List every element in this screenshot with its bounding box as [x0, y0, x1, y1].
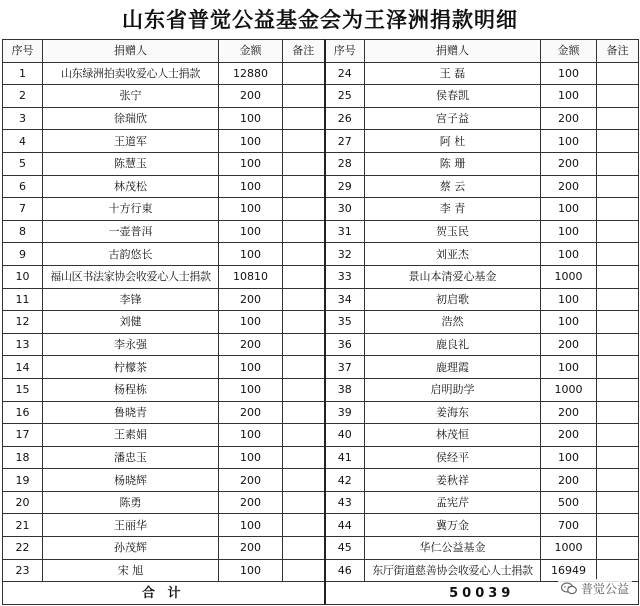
cell-no-right: 31	[325, 220, 365, 243]
cell-no-right: 34	[325, 288, 365, 311]
cell-name-left: 山东绿洲拍卖收爱心人士捐款	[43, 62, 219, 85]
cell-note-left	[283, 85, 325, 108]
table-row	[3, 378, 639, 401]
table-row	[3, 288, 639, 311]
cell-note-left	[283, 424, 325, 447]
cell-amount-left: 200	[219, 333, 283, 356]
cell-no-left: 11	[3, 288, 43, 311]
cell-name-left: 潘忠玉	[43, 446, 219, 469]
cell-no-left: 15	[3, 378, 43, 401]
cell-name-right: 侯经平	[365, 446, 541, 469]
cell-amount-left: 100	[219, 514, 283, 537]
cell-note-left	[283, 514, 325, 537]
cell-no-left: 5	[3, 152, 43, 175]
cell-no-right: 29	[325, 175, 365, 198]
cell-no-left: 7	[3, 198, 43, 221]
cell-name-left: 柠檬茶	[43, 356, 219, 379]
cell-no-left: 18	[3, 446, 43, 469]
cell-no-left: 4	[3, 130, 43, 153]
cell-note-left	[283, 62, 325, 85]
cell-amount-left: 200	[219, 85, 283, 108]
cell-note-right	[597, 446, 639, 469]
cell-no-left: 2	[3, 85, 43, 108]
cell-note-left	[283, 107, 325, 130]
cell-amount-left: 100	[219, 446, 283, 469]
cell-amount-left: 100	[219, 152, 283, 175]
cell-amount-left: 100	[219, 130, 283, 153]
cell-note-right	[597, 537, 639, 560]
cell-no-left: 22	[3, 537, 43, 560]
cell-no-right: 30	[325, 198, 365, 221]
cell-note-right	[597, 107, 639, 130]
cell-no-right: 45	[325, 537, 365, 560]
cell-note-right	[597, 130, 639, 153]
table-row	[3, 175, 639, 198]
cell-no-left: 13	[3, 333, 43, 356]
table-row	[3, 62, 639, 85]
cell-note-left	[283, 175, 325, 198]
cell-name-left: 王道军	[43, 130, 219, 153]
cell-amount-left: 200	[219, 288, 283, 311]
cell-no-left: 20	[3, 491, 43, 514]
cell-amount-right: 100	[541, 356, 597, 379]
cell-amount-left: 100	[219, 198, 283, 221]
table-row	[3, 559, 639, 582]
cell-name-left: 孙茂辉	[43, 537, 219, 560]
cell-note-left	[283, 537, 325, 560]
cell-no-right: 27	[325, 130, 365, 153]
cell-no-left: 1	[3, 62, 43, 85]
cell-name-right: 陈 珊	[365, 152, 541, 175]
cell-name-right: 景山本清爱心基金	[365, 265, 541, 288]
cell-no-right: 46	[325, 559, 365, 582]
cell-no-right: 37	[325, 356, 365, 379]
header-amount-left: 金额	[219, 40, 283, 63]
header-amount-right: 金额	[541, 40, 597, 63]
cell-amount-left: 10810	[219, 265, 283, 288]
cell-name-right: 王 磊	[365, 62, 541, 85]
cell-name-right: 李 青	[365, 198, 541, 221]
cell-name-left: 王丽华	[43, 514, 219, 537]
cell-amount-right: 200	[541, 469, 597, 492]
header-note-left: 备注	[283, 40, 325, 63]
cell-amount-right: 100	[541, 288, 597, 311]
cell-note-left	[283, 446, 325, 469]
cell-amount-left: 100	[219, 311, 283, 334]
table-row	[3, 85, 639, 108]
cell-amount-right: 700	[541, 514, 597, 537]
cell-note-left	[283, 469, 325, 492]
cell-name-right: 林茂恒	[365, 424, 541, 447]
cell-note-right	[597, 152, 639, 175]
cell-name-left: 十方行東	[43, 198, 219, 221]
cell-name-left: 徐瑞欣	[43, 107, 219, 130]
cell-no-right: 43	[325, 491, 365, 514]
total-row	[3, 582, 639, 605]
table-body	[3, 62, 639, 582]
header-row	[3, 40, 639, 63]
cell-name-right: 侯春凯	[365, 85, 541, 108]
cell-note-right	[597, 175, 639, 198]
cell-amount-right: 1000	[541, 378, 597, 401]
cell-amount-right: 100	[541, 243, 597, 266]
cell-note-right	[597, 356, 639, 379]
chat-bubble-icon	[561, 582, 577, 595]
cell-name-right: 蔡 云	[365, 175, 541, 198]
cell-no-left: 8	[3, 220, 43, 243]
cell-name-right: 孟宪芹	[365, 491, 541, 514]
cell-no-left: 16	[3, 401, 43, 424]
cell-name-left: 张宁	[43, 85, 219, 108]
page-title: 山东省普觉公益基金会为王泽洲捐款明细	[122, 7, 518, 32]
cell-amount-right: 100	[541, 311, 597, 334]
cell-name-left: 陈慧玉	[43, 152, 219, 175]
cell-amount-right: 200	[541, 424, 597, 447]
table-row	[3, 401, 639, 424]
cell-amount-left: 100	[219, 424, 283, 447]
cell-note-right	[597, 514, 639, 537]
cell-no-right: 41	[325, 446, 365, 469]
table-row	[3, 514, 639, 537]
cell-amount-right: 200	[541, 107, 597, 130]
cell-name-left: 王素娟	[43, 424, 219, 447]
cell-name-right: 华仁公益基金	[365, 537, 541, 560]
cell-no-left: 23	[3, 559, 43, 582]
table-row	[3, 152, 639, 175]
cell-note-right	[597, 378, 639, 401]
cell-name-right: 贺玉民	[365, 220, 541, 243]
cell-no-right: 32	[325, 243, 365, 266]
cell-amount-left: 100	[219, 356, 283, 379]
cell-name-left: 宋 旭	[43, 559, 219, 582]
header-no-left: 序号	[3, 40, 43, 63]
cell-no-left: 12	[3, 311, 43, 334]
cell-amount-right: 1000	[541, 265, 597, 288]
cell-name-right: 东厅街道慈善协会收爱心人士捐款	[365, 559, 541, 582]
table-row	[3, 220, 639, 243]
cell-note-right	[597, 288, 639, 311]
cell-amount-left: 200	[219, 401, 283, 424]
cell-name-left: 杨晓辉	[43, 469, 219, 492]
cell-no-right: 25	[325, 85, 365, 108]
cell-note-left	[283, 130, 325, 153]
cell-name-right: 宫子益	[365, 107, 541, 130]
cell-name-left: 鲁晓青	[43, 401, 219, 424]
cell-no-left: 19	[3, 469, 43, 492]
cell-note-right	[597, 62, 639, 85]
header-donor-right: 捐赠人	[365, 40, 541, 63]
cell-note-left	[283, 491, 325, 514]
cell-name-right: 初启歌	[365, 288, 541, 311]
cell-note-right	[597, 491, 639, 514]
cell-no-right: 26	[325, 107, 365, 130]
cell-no-right: 44	[325, 514, 365, 537]
cell-name-left: 陈勇	[43, 491, 219, 514]
cell-name-right: 启明助学	[365, 378, 541, 401]
total-label: 合 计	[3, 582, 325, 605]
cell-note-right	[597, 401, 639, 424]
cell-note-left	[283, 220, 325, 243]
cell-note-left	[283, 378, 325, 401]
cell-amount-left: 12880	[219, 62, 283, 85]
cell-amount-left: 100	[219, 378, 283, 401]
table-row	[3, 107, 639, 130]
cell-amount-right: 100	[541, 446, 597, 469]
cell-amount-right: 16949	[541, 559, 597, 582]
cell-name-left: 杨程栋	[43, 378, 219, 401]
table-row	[3, 469, 639, 492]
cell-amount-left: 200	[219, 537, 283, 560]
cell-amount-left: 100	[219, 175, 283, 198]
table-row	[3, 446, 639, 469]
cell-note-right	[597, 220, 639, 243]
cell-name-right: 鹿理霞	[365, 356, 541, 379]
cell-no-left: 10	[3, 265, 43, 288]
cell-amount-right: 100	[541, 62, 597, 85]
header-no-right: 序号	[325, 40, 365, 63]
cell-amount-left: 100	[219, 559, 283, 582]
cell-name-left: 林茂松	[43, 175, 219, 198]
cell-name-left: 古韵悠长	[43, 243, 219, 266]
cell-no-left: 14	[3, 356, 43, 379]
cell-note-right	[597, 265, 639, 288]
table-row	[3, 537, 639, 560]
cell-no-right: 33	[325, 265, 365, 288]
cell-note-left	[283, 152, 325, 175]
cell-amount-right: 200	[541, 401, 597, 424]
table-row	[3, 243, 639, 266]
cell-amount-left: 100	[219, 107, 283, 130]
cell-note-right	[597, 424, 639, 447]
cell-name-left: 一壶普洱	[43, 220, 219, 243]
cell-note-left	[283, 333, 325, 356]
cell-amount-right: 100	[541, 130, 597, 153]
cell-note-right	[597, 333, 639, 356]
header-note-right: 备注	[597, 40, 639, 63]
cell-no-left: 3	[3, 107, 43, 130]
table-row	[3, 333, 639, 356]
total-value: 50039	[325, 582, 639, 605]
cell-name-right: 浩然	[365, 311, 541, 334]
cell-name-right: 阿 杜	[365, 130, 541, 153]
cell-no-left: 6	[3, 175, 43, 198]
cell-note-left	[283, 311, 325, 334]
cell-no-right: 36	[325, 333, 365, 356]
table-row	[3, 198, 639, 221]
cell-name-left: 李永强	[43, 333, 219, 356]
cell-amount-right: 100	[541, 220, 597, 243]
cell-note-right	[597, 243, 639, 266]
cell-no-right: 35	[325, 311, 365, 334]
cell-name-left: 刘健	[43, 311, 219, 334]
cell-note-left	[283, 265, 325, 288]
header-donor-left: 捐赠人	[43, 40, 219, 63]
cell-note-left	[283, 559, 325, 582]
cell-no-right: 24	[325, 62, 365, 85]
cell-amount-right: 1000	[541, 537, 597, 560]
cell-no-right: 40	[325, 424, 365, 447]
cell-note-left	[283, 288, 325, 311]
cell-no-right: 39	[325, 401, 365, 424]
table-row	[3, 265, 639, 288]
cell-amount-right: 500	[541, 491, 597, 514]
cell-note-right	[597, 469, 639, 492]
table-row	[3, 311, 639, 334]
cell-no-left: 9	[3, 243, 43, 266]
cell-amount-right: 100	[541, 198, 597, 221]
cell-no-right: 38	[325, 378, 365, 401]
cell-name-right: 姜秋祥	[365, 469, 541, 492]
table-row	[3, 356, 639, 379]
cell-note-left	[283, 198, 325, 221]
cell-no-right: 42	[325, 469, 365, 492]
cell-amount-left: 100	[219, 243, 283, 266]
cell-amount-left: 100	[219, 220, 283, 243]
table-row	[3, 130, 639, 153]
donation-table	[2, 39, 639, 605]
cell-note-right	[597, 198, 639, 221]
cell-name-right: 刘亚杰	[365, 243, 541, 266]
cell-name-right: 姜海东	[365, 401, 541, 424]
cell-note-left	[283, 356, 325, 379]
cell-note-right	[597, 311, 639, 334]
cell-amount-right: 200	[541, 175, 597, 198]
cell-note-left	[283, 243, 325, 266]
cell-amount-left: 200	[219, 491, 283, 514]
cell-amount-right: 100	[541, 85, 597, 108]
watermark	[558, 579, 632, 598]
cell-no-left: 21	[3, 514, 43, 537]
cell-name-left: 福山区书法家协会收爱心人士捐款	[43, 265, 219, 288]
cell-name-right: 鹿良礼	[365, 333, 541, 356]
cell-no-left: 17	[3, 424, 43, 447]
cell-name-right: 冀万金	[365, 514, 541, 537]
cell-amount-left: 200	[219, 469, 283, 492]
cell-amount-right: 200	[541, 152, 597, 175]
table-row	[3, 491, 639, 514]
cell-note-left	[283, 401, 325, 424]
cell-name-left: 李锋	[43, 288, 219, 311]
watermark-text: 普觉公益	[580, 582, 629, 596]
cell-note-right	[597, 85, 639, 108]
cell-no-right: 28	[325, 152, 365, 175]
cell-amount-right: 200	[541, 333, 597, 356]
table-row	[3, 424, 639, 447]
